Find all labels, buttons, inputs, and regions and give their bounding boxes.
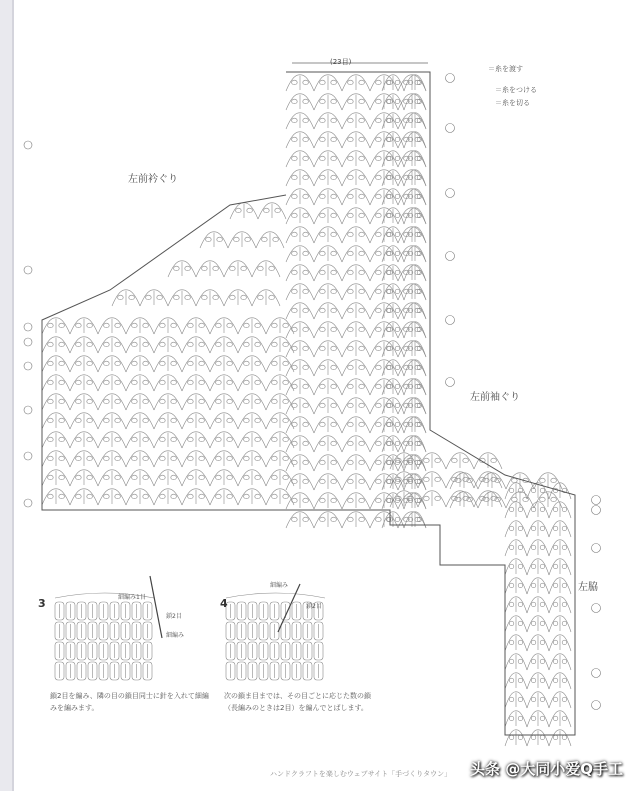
footer-text: ハンドクラフトを楽しむウェブサイト「手づくりタウン」 [270,770,452,778]
step-callout: 鎖2目 [166,613,182,620]
step-callout: 細編み [166,632,185,639]
step-number: 4 [220,597,228,610]
side-label: 左脇 [578,582,598,593]
step-callout: 細編み1目 [118,594,146,601]
neckline-label: 左前衿ぐり [128,174,178,185]
step-3-caption: 鎖2目を編み、隣の目の鎖目同士に針を入れて細編みを編みます。 [50,692,209,712]
legend-item: ＝糸を渡す [488,65,523,73]
legend-item: ＝糸を切る [495,99,530,107]
armhole-label: 左前袖ぐり [470,392,520,403]
step-4-caption: 次の鎖ま目までは、その目ごとに応じた数の鎖（長編みのときは2目）を編んでとばします。 [224,692,371,712]
stitch-count-label: (23目) [330,58,352,66]
step-callout: 鎖2目 [306,603,322,610]
step-number: 3 [38,597,46,610]
step-callout: 細編み [270,582,289,589]
watermark: 头条 @大同小爱Q手工 [470,760,623,778]
legend-item: ＝糸をつける [495,86,537,94]
